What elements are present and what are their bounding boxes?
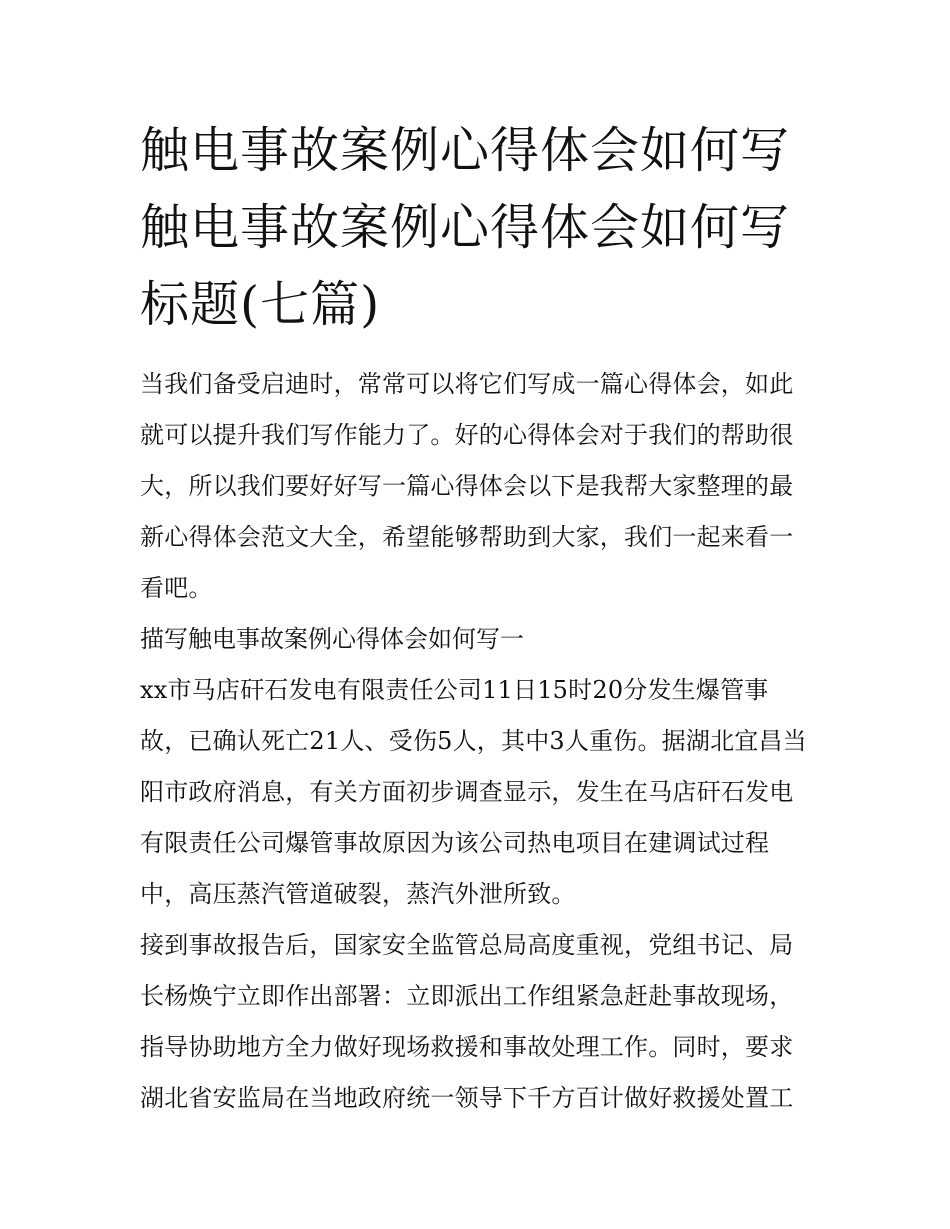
body-paragraph-1: xx市马店矸石发电有限责任公司11日15时20分发生爆管事故，已确认死亡21人、受伤5人，其中3人重伤。据湖北宜昌当阳市政府消息，有关方面初步调查显示，发生在马店矸石发电有限责任公司爆管事故原因为该公司热电项目在建调试过程中，高压蒸汽管道破裂，蒸汽外泄所致。 <box>140 676 807 908</box>
document-page <box>140 112 812 1124</box>
body-paragraph-2: 接到事故报告后，国家安全监管总局高度重视，党组书记、局长杨焕宁立即作出部署：立即派出工作组紧急赶赴事故现场，指导协助地方全力做好现场救援和事故处理工作。同时，要求湖北省安监局在当地政府统一领导下千方百计做好救援处置工 <box>140 931 794 1112</box>
section-heading: 描写触电事故案例心得体会如何写一 <box>140 625 524 653</box>
intro-paragraph: 当我们备受启迪时，常常可以将它们写成一篇心得体会，如此就可以提升我们写作能力了。好的心得体会对于我们的帮助很大，所以我们要好好写一篇心得体会以下是我帮大家整理的最新心得体会范文大全，希望能够帮助到大家，我们一起来看一看吧。 <box>140 370 794 602</box>
document-title: 触电事故案例心得体会如何写触电事故案例心得体会如何写标题(七篇) <box>140 122 791 333</box>
